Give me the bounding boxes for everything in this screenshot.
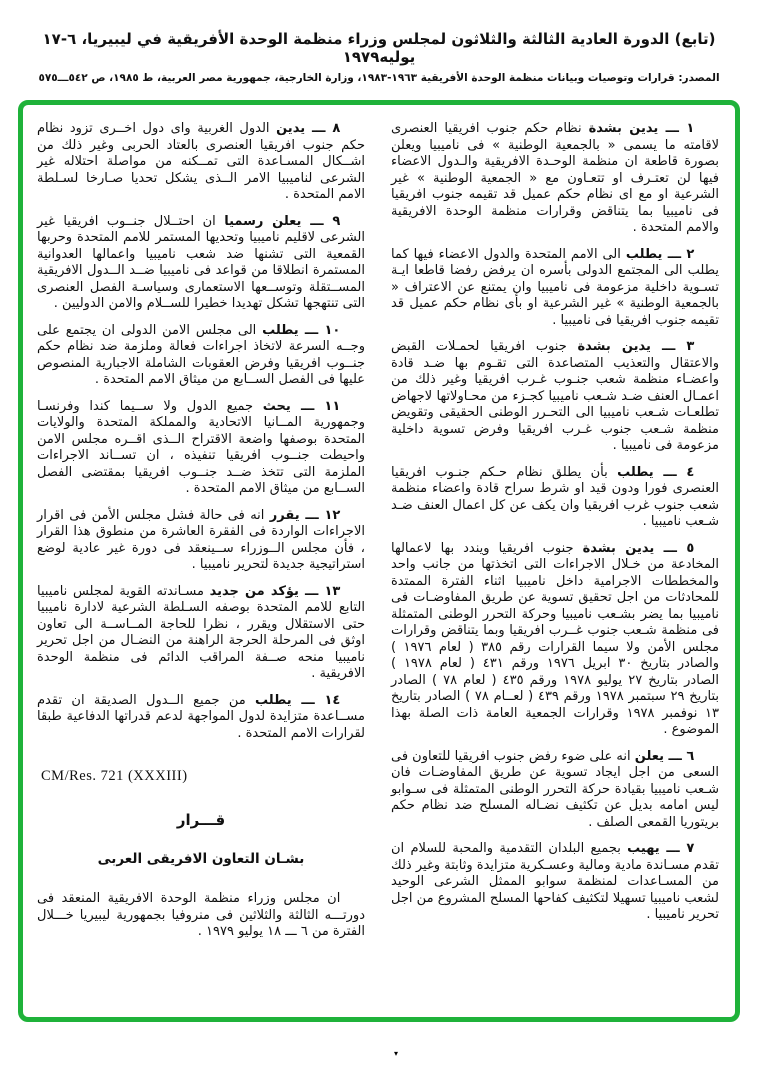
clause-3 (391, 339, 719, 455)
clause-6 (391, 749, 719, 832)
clause-6-lead: ٦ ـــ يعلن (634, 748, 695, 764)
clause-14-body: من جميع الــدول الصديقة ان تقدم مســاعدة متزايدة لدول المواجهة لدعم قدراتها الدفاعية طبقا لقرارات الامم المتحدة . (37, 692, 365, 741)
clause-8-body: الدول الغربية واى دول اخــرى تزود نظام حكم جنوب افريقيا العنصرى بالعتاد الحربى وغير ذلك من اشــكال المسـاعدة التى تمــكنه من مواصلة احتلاله غير الشرعى لناميبيا الامر الــذى يشكل تحديا صـارخا لسـلطة الامم المتحدة . (37, 121, 365, 202)
clause-11-body: جميع الدول ولا ســيما كندا وفرنسـا وجمهورية المــانيا الاتحادية والمملكة المتحدة والولايات المتحدة بوصفها واضعة الاقتراح الــذى اقــره مجلس الامن واحيطت جنــوب افريقيا تنفيذه ، ان تســاند الاجراءات الملزمة التى تتخذ ضــد جنــوب افريقيا بمقتضى الفصل الســابع من ميثاق الامم المتحدة . (37, 398, 365, 496)
clause-8-lead: ٨ ـــ يدين (276, 121, 341, 136)
clause-13-body: مسـاندته القوية لمجلس ناميبيا التابع للامم المتحدة بوصفه السـلطة الشرعية لادارة ناميبيا حتى الاستقلال ويقرر ، نظرا للحاجة المــاســة الى تعاون اوثق فى المرحلة الحرجة الراهنة من النضـال من اجل تحرير ناميبيا منحه صــفة المراقب الدائم فى منظمة الوحدة الافريقية . (37, 583, 365, 681)
clause-7-lead: ٧ ـــ يهيب (627, 841, 695, 856)
clause-1-lead: ١ ـــ يدين بشدة (588, 121, 695, 136)
clause-8 (37, 121, 365, 204)
column-clauses-1-7 (391, 121, 719, 1007)
clause-12-lead: ١٢ ـــ يقرر (269, 507, 341, 523)
clause-9-body: ان احتــلال جنــوب افريقيا غير الشرعى لاقليم ناميبيا وتحديها المستمر للامم المتحدة وحربها القمعية التى تشنها ضد شعب ناميبيا واعمالها العدوانية المستمرة انطلاقا من قواعد فى ناميبيا ضــد الــدول الافريقية المســتقلة وتوســعها الاستعمارى وسياسـة الفصل العنصرى التى تنتهجها تشكل تهديدا خطيرا للســلام والامن الدوليين . (37, 213, 365, 311)
clause-10 (37, 323, 365, 389)
clause-10-lead: ١٠ ـــ يطلب (262, 322, 341, 338)
clause-5-body: جنوب افريقيا ويندد بها لاعمالها المخادعة من خـلال الاجراءات التى اتخذتها من جانب واحد والمخططات الاجرامية داخل ناميبيا اثناء الفترة الممتدة للمحادثات من اجل تحقيق تسوية عن طريق المفاوضـات فى ناميبيا بما يضر بشـعب ناميبيا وحركة التحرر الوطنى المتمثلة فى منظمة شـعب جنوب غــرب افريقيا وبما يتناقض وقرارات مجلس الأمن ولا سيما القرارات رقم ٣٨٥ ( لعام ١٩٧٦ ) والصادر بتاريخ ٣٠ ابريل ١٩٧٦ ورقم ٤٣١ ( لعام ١٩٧٨ ) الصادر بتاريخ ٢٧ يوليو ١٩٧٨ ورقم ٤٣٥ ( لعام ٧٨ ) الصادر بتاريخ ٢٩ سبتمبر ١٩٧٨ ورقم ٤٣٩ ( لعــام ٧٨ ) الصادر بتاريخ ١٣ نوفمبر ١٩٧٨ وقرارات الجمعية العامة ذات الصلة بهذا الموضوع . (391, 540, 720, 737)
clause-5 (391, 541, 719, 739)
resolution-subheading: بشـان التعاون الافريقى العربى (97, 851, 305, 867)
resolution-reference: CM/Res. 721 (XXXIII) (41, 768, 188, 784)
clause-7 (391, 841, 719, 924)
clause-12 (37, 508, 365, 574)
clause-3-lead: ٣ ـــ يدين بشدة (577, 339, 695, 354)
clause-11-lead: ١١ ـــ يحث (262, 398, 341, 414)
two-column-text (37, 121, 719, 1007)
clause-4 (391, 465, 719, 531)
session-title: (تابع) الدورة العادية الثالثة والثلاثون لمجلس وزراء منظمة الوحدة الأفريقية في ليبيريا، ٦-١٧ يوليه١٩٧٩ (42, 30, 716, 66)
resolution-heading: قـــرار (176, 811, 226, 829)
clause-11 (37, 399, 365, 498)
clause-14 (37, 693, 365, 743)
clause-1-body: نظام حكم جنوب افريقيا العنصرى لاقامته ما يسمى « بالجمعية الوطنية » فى ناميبيا ويعلن بصورة قاطعة ان منظمة الوحـدة الافريقية والـدول الاعضاء فيها لن تعتـرف او تتعـاون مع « الجمعية الوطنية » غير الشرعية او مع اى نظام حكم عميل قد تقيمه جنوب افريقيا فى ناميبيا بما يتناقض وقرارات منظمة الوحدة الافريقية والامم المتحدة . (391, 121, 719, 235)
clause-4-body: بأن يطلق نظام حـكم جنـوب افريقيا العنصرى فورا ودون قيد او شرط سراح قادة واعضاء منظمة شعب جنوب غرب افريقيا وان يكف عن كل اعمال العنف ضـد شـعب ناميبيا . (391, 464, 719, 529)
page-mark: ▾ (394, 1049, 399, 1058)
source-citation: المصدر: قرارات وتوصيات وبيانات منظمة الوحدة الأفريقية ١٩٦٣-١٩٨٣، وزارة الخارجية، جمهورية مصر العربية، ط ١٩٨٥، ص ٥٤٢ـــ٥٧٥ (38, 72, 720, 84)
clause-12-body: انه فى حالة فشل مجلس الأمن فى اقرار الاجراءات الواردة فى الفقرة العاشرة من منطوق هذا القرار ، فأن مجلس الــوزراء ســينعقد فى دورة غير عادية لوضع استراتيجية جديدة لتحرير ناميبيا . (37, 507, 365, 572)
clause-2-body: الى الامم المتحدة والدول الاعضاء فيها كما يطلب الى المجتمع الدولى بأسره ان يرفض رفضا قاطعا ايـة تسـوية داخلية مزعومة فى ناميبيا وان يمتنع عن الاعتراف « بالجمعية الوطنية » غير الشرعية او بأى نظام حكم عميل قد تقيمه جنوب افريقيا فى ناميبيا . (391, 246, 719, 328)
clause-1 (391, 121, 719, 237)
column-clauses-8-14 (37, 121, 365, 1007)
clause-3-body: جنوب افريقيا لحمـلات القبض والاعتقال والتعذيب المتصاعدة التى تقـوم بها ضـد قادة واعضـاء منظمة شعب جنـوب غـرب افريقيا وغير ذلك من اعمـال العنف ضـد شـعب ناميبيا كجـزء من محـاولاتها لاجهاض تطلعـات شـعب ناميبيا الى التحـرر الوطنى الحقيقى وتقويض منظمة شـعب جنوب غـرب افريقيا وفرض تسوية داخلية مزعومة فى ناميبيا . (391, 339, 719, 453)
closing-paragraph: ان مجلس وزراء منظمة الوحدة الافريقية المنعقد فى دورتـــه الثالثة والثلاثين فى منروفيا بجمهورية ليبيريا خـــلال الفترة من ٦ ـــ ١٨ يوليو ١٩٧٩ . (37, 891, 365, 939)
clause-4-lead: ٤ ـــ يطلب (617, 464, 695, 480)
document-frame (18, 100, 740, 1022)
clause-13-lead: ١٣ ـــ يؤكد من جديد (209, 583, 341, 599)
page-header (0, 0, 758, 84)
clause-14-lead: ١٤ ـــ يطلب (255, 692, 341, 708)
clause-7-body: بجميع البلدان التقدمية والمحبة للسلام ان تقدم مسـاندة مادية ومالية وعسـكرية متزايدة وثابتة وغير ذلك من المسـاعدات لمنظمة سوابو الممثل الشرعى الوحيد لشعب ناميبيا تسهيلا لتكثيف كفاحها المسلح المشروع من اجل تحرير ناميبيا . (391, 841, 719, 922)
clause-9-lead: ٩ ـــ يعلن رسميا (224, 213, 341, 229)
clause-2-lead: ٢ ـــ يطلب (625, 246, 695, 262)
clause-2 (391, 247, 719, 330)
clause-9 (37, 214, 365, 313)
clause-13 (37, 584, 365, 683)
clause-5-lead: ٥ ـــ يدين بشدة (582, 540, 695, 556)
clause-6-body: انه على ضوء رفض جنوب افريقيا للتعاون فى السعى من اجل ايجاد تسوية عن طريق المفاوضـات فان شـعب ناميبيا بقيادة حركة التحرر الوطنى المتمثلة فى سـوابو ليس امامه بديل عن تكثيف نضـاله المسلح ضد نظام حكم بريتوريا القمعى الصلف . (391, 748, 719, 830)
clause-10-body: الى مجلس الامن الدولى ان يجتمع على وجــه السرعة لاتخاذ اجراءات فعالة وملزمة ضد نظام حكم جنــوب افريقيا وفرض العقوبات الشاملة الاجبارية المنصوص عليها فى الفصل الســابع من ميثاق الامم المتحدة . (37, 322, 365, 387)
